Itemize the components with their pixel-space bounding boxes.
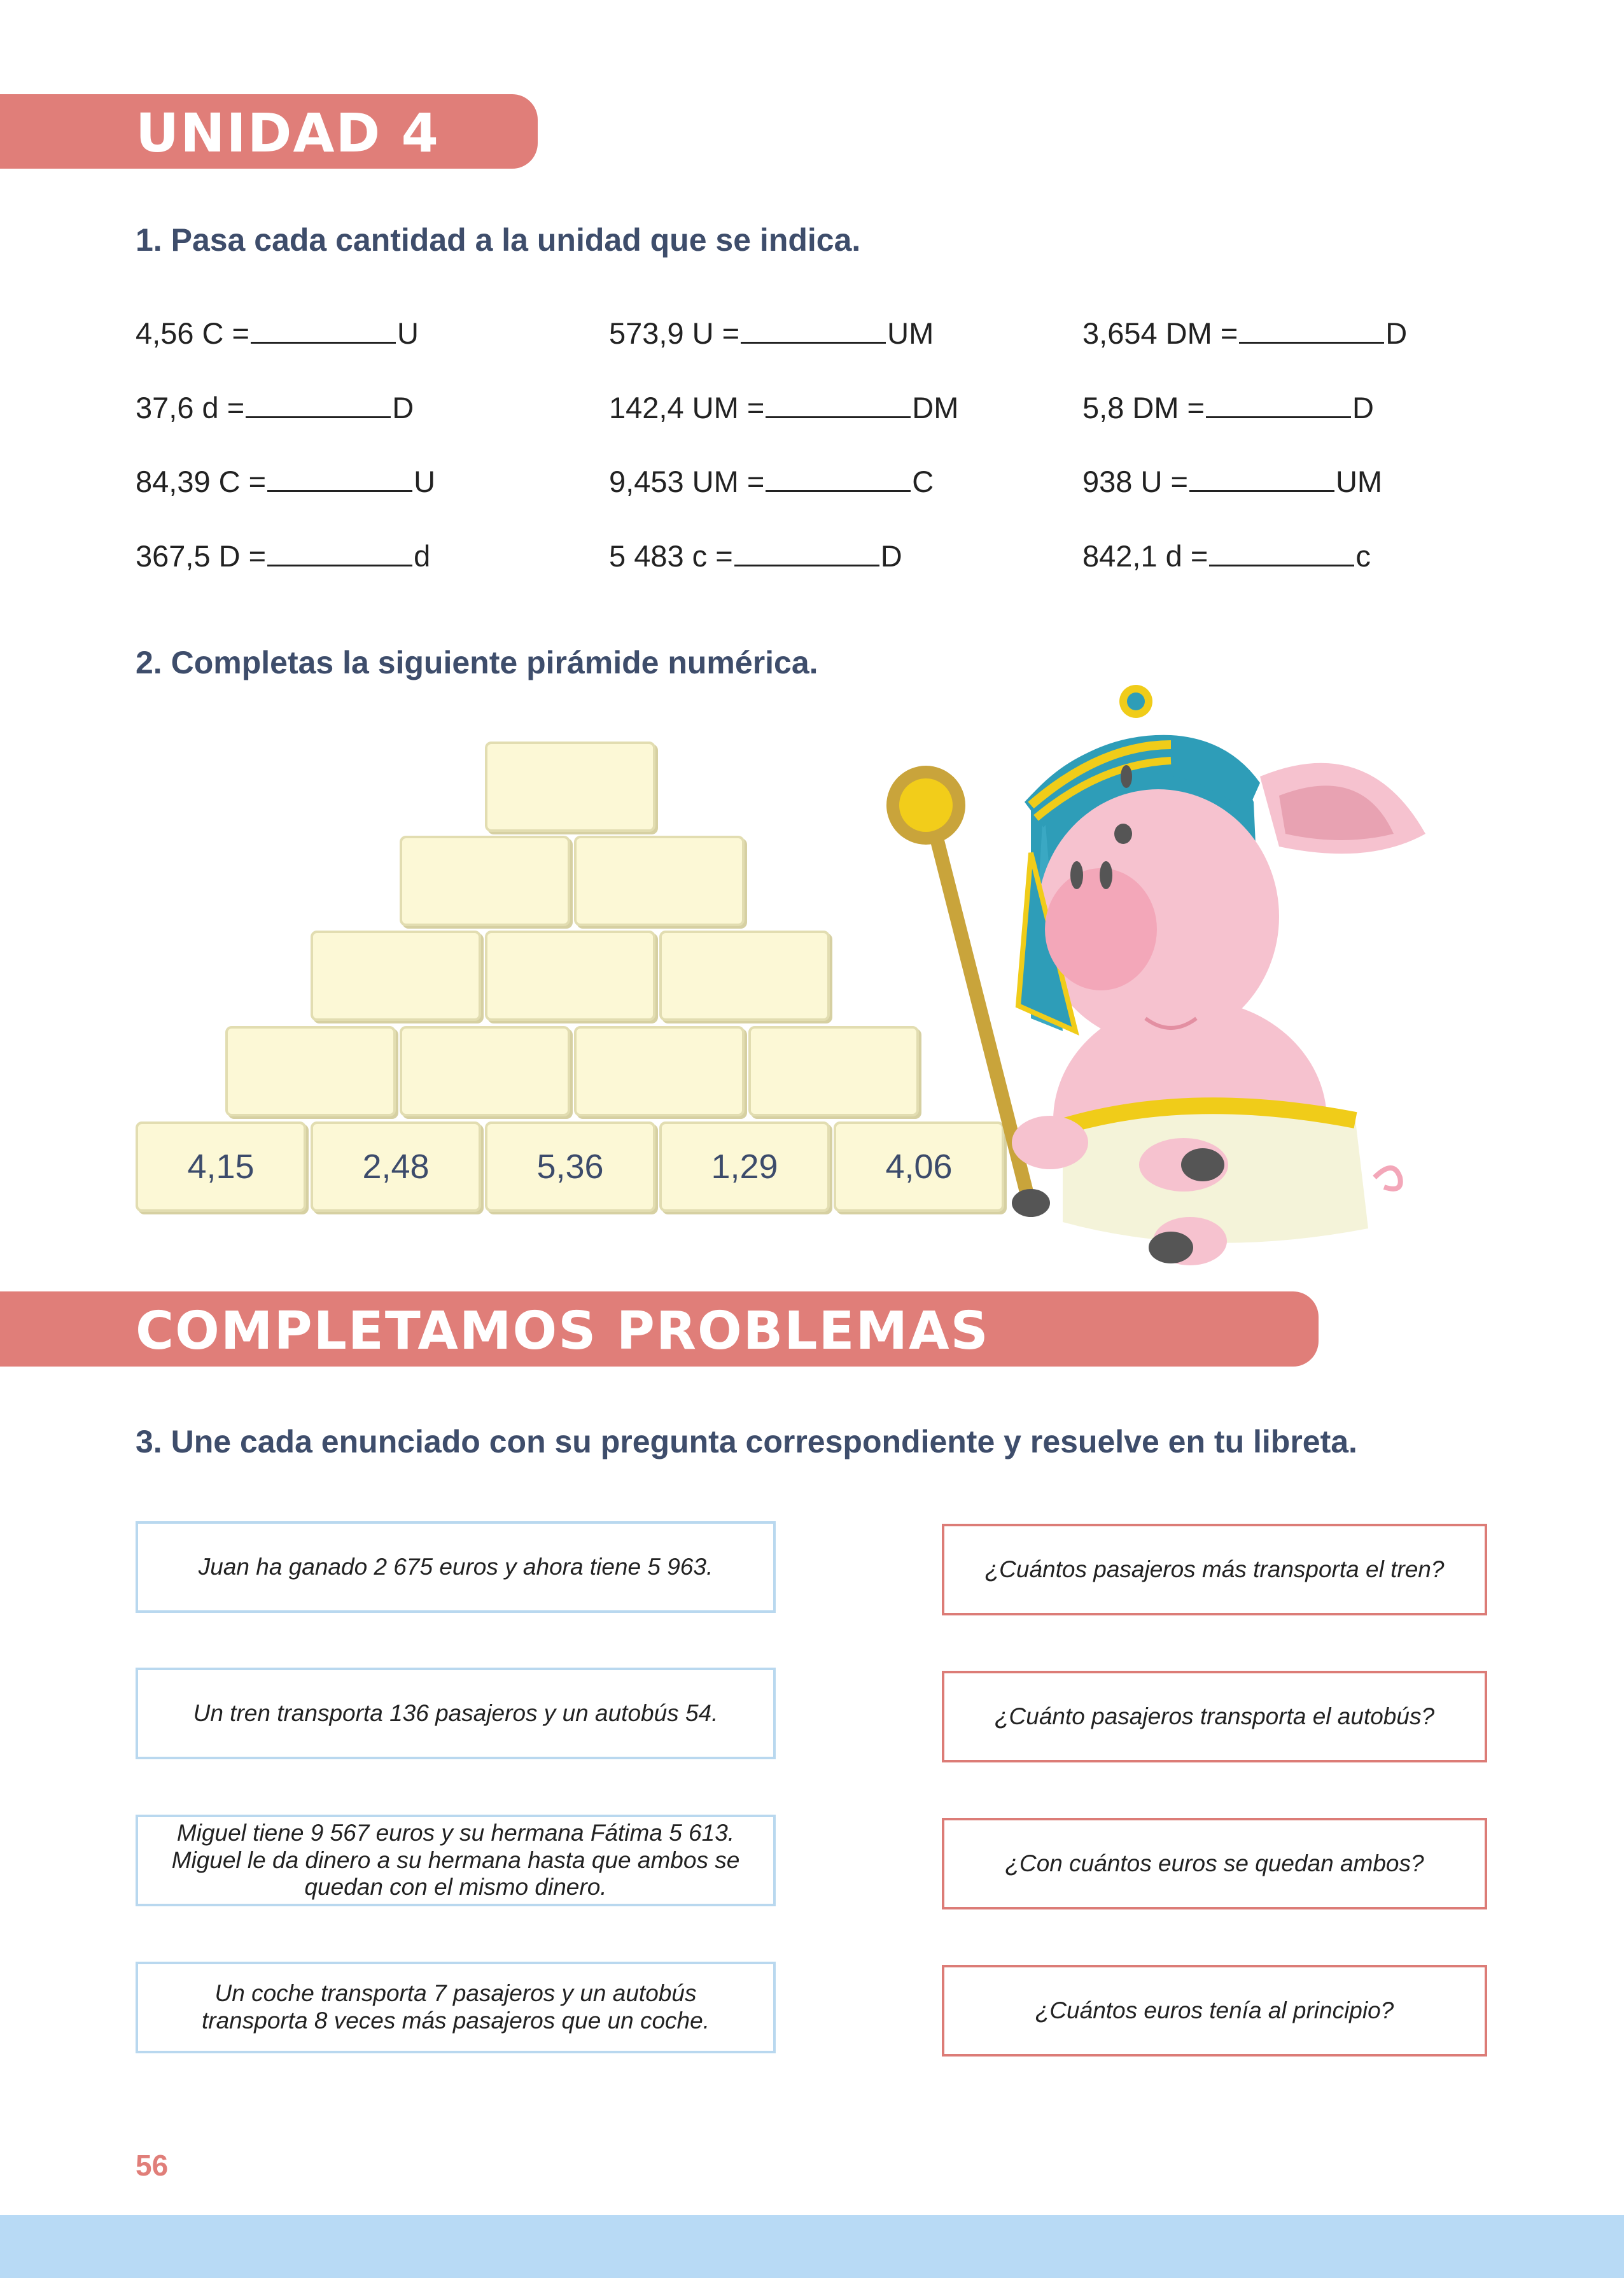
answer-blank[interactable] [1239, 319, 1384, 344]
conversion-item: 4,56 C = U [136, 316, 419, 350]
statement-box[interactable]: Un coche transporta 7 pasajeros y un autobús transporta 8 veces más pasajeros que un coche. [136, 1962, 776, 2053]
question-box[interactable]: ¿Con cuántos euros se quedan ambos? [942, 1818, 1487, 1909]
page-number: 56 [136, 2149, 169, 2182]
conversion-item: 573,9 U = UM [609, 316, 934, 350]
pyramid-block[interactable] [574, 1026, 745, 1116]
answer-blank[interactable] [1209, 542, 1354, 566]
exercise3-heading: 3. Une cada enunciado con su pregunta correspondiente y resuelve en tu libreta. [136, 1424, 1357, 1459]
answer-blank[interactable] [246, 393, 391, 418]
exercise2-heading: 2. Completas la siguiente pirámide numérica. [136, 645, 818, 680]
conversion-item: 142,4 UM = DM [609, 391, 959, 425]
question-box[interactable]: ¿Cuánto pasajeros transporta el autobús? [942, 1671, 1487, 1762]
answer-blank[interactable] [267, 542, 412, 566]
pyramid-block[interactable] [311, 931, 481, 1021]
exercise1-heading: 1. Pasa cada cantidad a la unidad que se indica. [136, 222, 861, 258]
answer-blank[interactable] [1189, 467, 1334, 492]
answer-blank[interactable] [1206, 393, 1351, 418]
conversion-item: 842,1 d = c [1082, 539, 1371, 573]
conversion-item: 3,654 DM = D [1082, 316, 1408, 350]
problems-title: COMPLETAMOS PROBLEMAS [136, 1301, 990, 1361]
pyramid-block[interactable] [400, 836, 570, 926]
question-box[interactable]: ¿Cuántos pasajeros más transporta el tren? [942, 1524, 1487, 1615]
answer-blank[interactable] [741, 319, 886, 344]
statement-box[interactable]: Miguel tiene 9 567 euros y su hermana Fátima 5 613. Miguel le da dinero a su hermana hasta que ambos se quedan con el mismo dinero. [136, 1815, 776, 1906]
answer-blank[interactable] [267, 467, 412, 492]
pyramid-base-block: 4,15 [136, 1121, 306, 1212]
conversion-item: 37,6 d = D [136, 391, 414, 425]
answer-blank[interactable] [734, 542, 879, 566]
pyramid-base-block: 4,06 [834, 1121, 1004, 1212]
pyramid-block[interactable] [485, 742, 655, 832]
question-box[interactable]: ¿Cuántos euros tenía al principio? [942, 1965, 1487, 2057]
pharaoh-pig-icon [872, 675, 1445, 1273]
conversion-item: 938 U = UM [1082, 465, 1383, 498]
unit-title: UNIDAD 4 [136, 102, 440, 164]
conversion-item: 84,39 C = U [136, 465, 436, 498]
pyramid-block[interactable] [400, 1026, 570, 1116]
answer-blank[interactable] [766, 393, 911, 418]
pyramid-block[interactable] [659, 931, 830, 1021]
pyramid-base-block: 2,48 [311, 1121, 481, 1212]
answer-blank[interactable] [766, 467, 911, 492]
footer-bar [0, 2215, 1624, 2278]
conversion-item: 5,8 DM = D [1082, 391, 1374, 425]
pyramid-base-block: 5,36 [485, 1121, 655, 1212]
conversion-item: 367,5 D = d [136, 539, 431, 573]
conversion-item: 5 483 c = D [609, 539, 902, 573]
conversion-item: 9,453 UM = C [609, 465, 934, 498]
unit-banner [0, 94, 538, 169]
pyramid-block[interactable] [574, 836, 745, 926]
answer-blank[interactable] [251, 319, 396, 344]
problems-banner [0, 1291, 1319, 1367]
pyramid-block[interactable] [485, 931, 655, 1021]
pyramid-base-block: 1,29 [659, 1121, 830, 1212]
pyramid-block[interactable] [225, 1026, 396, 1116]
statement-box[interactable]: Un tren transporta 136 pasajeros y un autobús 54. [136, 1668, 776, 1759]
statement-box[interactable]: Juan ha ganado 2 675 euros y ahora tiene 5 963. [136, 1521, 776, 1613]
